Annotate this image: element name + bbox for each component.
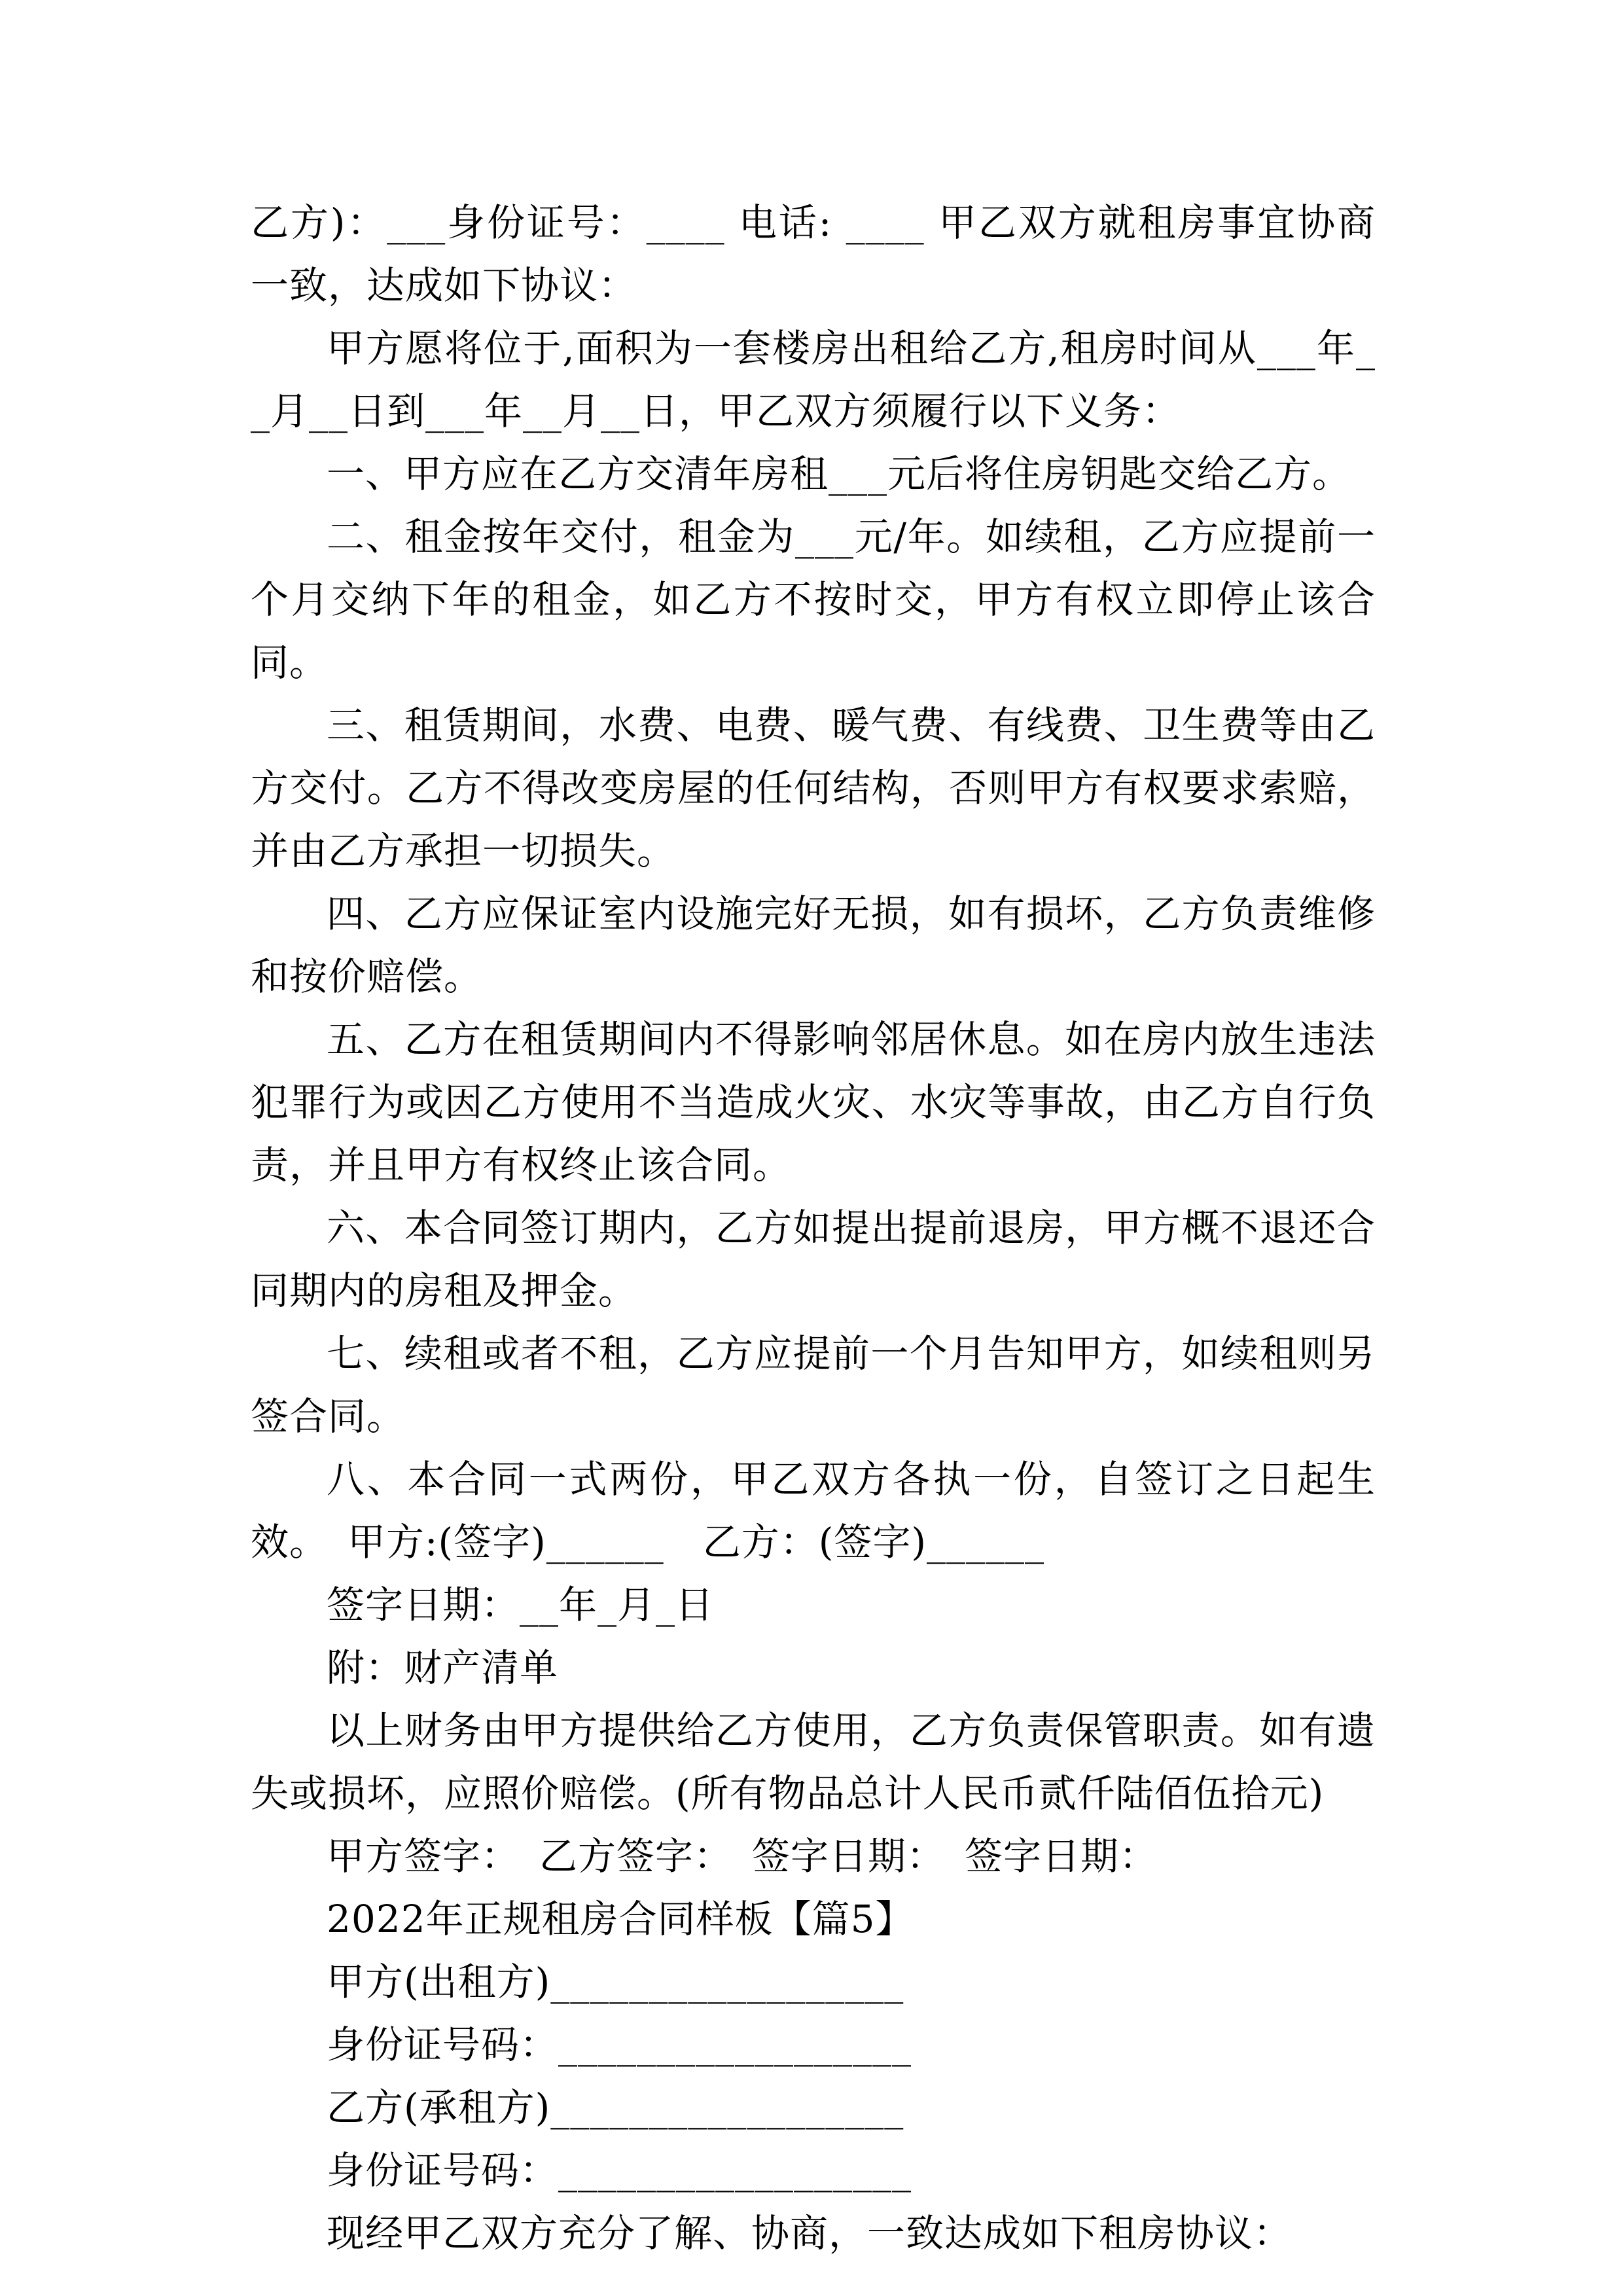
signature-date-line: 签字日期：__年_月_日 (327, 1583, 715, 1627)
clause-7: 七、续租或者不租，乙方应提前一个月告知甲方，如续租则另签合同。 (251, 1331, 1376, 1439)
attachment-title: 附：财产清单 (327, 1645, 559, 1690)
agreement-statement: 现经甲乙双方充分了解、协商，一致达成如下租房协议： (327, 2211, 1293, 2255)
signatures-row: 甲方签字： 乙方签字： 签字日期： 签字日期： (327, 1834, 1158, 1878)
clause-6: 六、本合同签订期内，乙方如提出提前退房，甲方概不退还合同期内的房租及押金。 (251, 1206, 1376, 1313)
party-b-id-blank: 身份证号码：__________________ (327, 2148, 912, 2193)
clause-8-signature-blanks: 八、本合同一式两份，甲乙双方各执一份，自签订之日起生效。 甲方:(签字)______ 乙方：(签字)______ (251, 1457, 1376, 1564)
property-list-note: 以上财务由甲方提供给乙方使用，乙方负责保管职责。如有遗失或损坏，应照价赔偿。(所有物品总计人民币贰仟陆佰伍拾元) (251, 1708, 1376, 1816)
clause-3: 三、租赁期间，水费、电费、暖气费、有线费、卫生费等由乙方交付。乙方不得改变房屋的任何结构，否则甲方有权要求索赔，并由乙方承担一切损失。 (251, 703, 1376, 873)
party-b-header-continuation: 乙方)：___身份证号：____ 电话: ____ 甲乙双方就租房事宜协商一致，达成如下协议： (251, 200, 1376, 308)
clause-4: 四、乙方应保证室内设施完好无损，如有损坏，乙方负责维修和按价赔偿。 (251, 891, 1376, 999)
lease-intro-paragraph: 甲方愿将位于,面积为一套楼房出租给乙方,租房时间从___年__月__日到___年__月__日，甲乙双方须履行以下义务： (251, 326, 1376, 433)
clause-2: 二、租金按年交付，租金为___元/年。如续租，乙方应提前一个月交纳下年的租金，如乙方不按时交，甲方有权立即停止该合同。 (251, 514, 1376, 685)
clause-1: 一、甲方应在乙方交清年房租___元后将住房钥匙交给乙方。 (327, 452, 1351, 496)
party-a-id-blank: 身份证号码：__________________ (327, 2022, 912, 2067)
section-title-sample-5: 2022年正规租房合同样板【篇5】 (327, 1897, 914, 1941)
clause-5: 五、乙方在租赁期间内不得影响邻居休息。如在房内放生违法犯罪行为或因乙方使用不当造成火灾、水灾等事故，由乙方自行负责，并且甲方有权终止该合同。 (251, 1017, 1376, 1187)
party-a-name-blank: 甲方(出租方)__________________ (327, 1960, 904, 2004)
party-b-name-blank: 乙方(承租方)__________________ (327, 2085, 904, 2130)
